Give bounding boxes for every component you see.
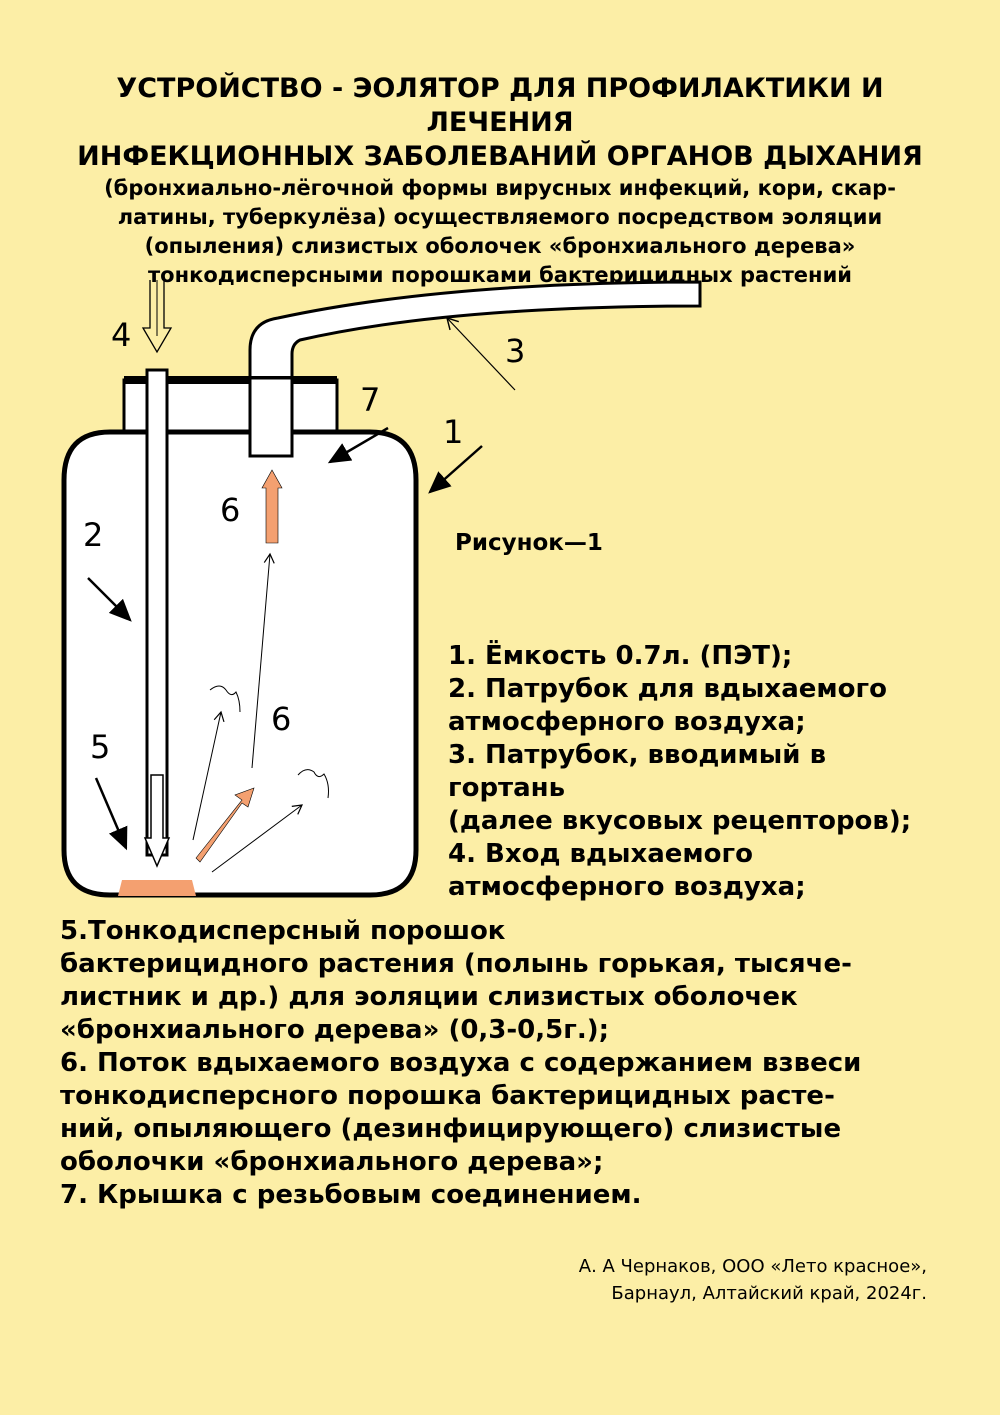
label-6-mid: 6	[271, 700, 292, 738]
document-title	[40, 72, 960, 290]
legend-line: (далее вкусовых рецепторов);	[448, 806, 912, 836]
author-credit	[579, 1253, 927, 1307]
author-line-2: Барнаул, Алтайский край, 2024г.	[611, 1283, 927, 1304]
powder	[118, 880, 196, 896]
subtitle-line-2: латины, туберкулёза) осуществляемого посредством эоляции	[117, 205, 883, 229]
legend-line: ний, опыляющего (дезинфицирующего) слизистые	[60, 1114, 842, 1144]
legend-top	[448, 640, 988, 904]
outlet-tube	[250, 282, 700, 378]
legend-line: 4. Вход вдыхаемого	[448, 839, 753, 869]
author-line-1: А. А Чернаков, ООО «Лето красное»,	[578, 1256, 927, 1277]
label-3: 3	[505, 332, 526, 370]
subtitle-line-3: (опыления) слизистых оболочек «бронхиального дерева»	[144, 234, 856, 258]
legend-line: «бронхиального дерева» (0,3-0,5г.);	[60, 1015, 609, 1045]
legend-line: атмосферного воздуха;	[448, 872, 806, 902]
subtitle-line-4: тонкодисперсными порошками бактерицидных растений	[148, 263, 852, 287]
legend-line: атмосферного воздуха;	[448, 707, 806, 737]
label-4: 4	[111, 316, 132, 354]
title-line-1: УСТРОЙСТВО - ЭОЛЯТОР ДЛЯ ПРОФИЛАКТИКИ И ЛЕЧЕНИЯ	[116, 73, 884, 138]
legend-line: 2. Патрубок для вдыхаемого	[448, 674, 887, 704]
legend-line: гортань	[448, 773, 566, 803]
label-7: 7	[360, 381, 381, 419]
subtitle-line-1: (бронхиально-лёгочной формы вирусных инфекций, кори, скар-	[104, 176, 896, 200]
label-5: 5	[90, 728, 111, 766]
outlet-stub	[250, 378, 292, 456]
legend-line: оболочки «бронхиального дерева»;	[60, 1147, 604, 1177]
label-6-top: 6	[220, 491, 241, 529]
legend-line: тонкодисперсного порошка бактерицидных расте-	[60, 1081, 835, 1111]
label-1: 1	[443, 413, 464, 451]
title-line-2: ИНФЕКЦИОННЫХ ЗАБОЛЕВАНИЙ ОРГАНОВ ДЫХАНИЯ	[77, 141, 923, 172]
figure-caption: Рисунок—1	[455, 530, 603, 556]
legend-line: 6. Поток вдыхаемого воздуха с содержанием взвеси	[60, 1048, 862, 1078]
legend-line: 5.Тонкодисперсный порошок	[60, 916, 506, 946]
legend-line: листник и др.) для эоляции слизистых оболочек	[60, 982, 798, 1012]
legend-line: 7. Крышка с резьбовым соединением.	[60, 1180, 642, 1210]
legend-line: бактерицидного растения (полынь горькая, тысяче-	[60, 949, 852, 979]
legend-line: 3. Патрубок, вводимый в	[448, 740, 827, 770]
label-2: 2	[83, 516, 104, 554]
legend-bottom	[60, 915, 960, 1212]
legend-line: 1. Ёмкость 0.7л. (ПЭТ);	[448, 641, 793, 671]
